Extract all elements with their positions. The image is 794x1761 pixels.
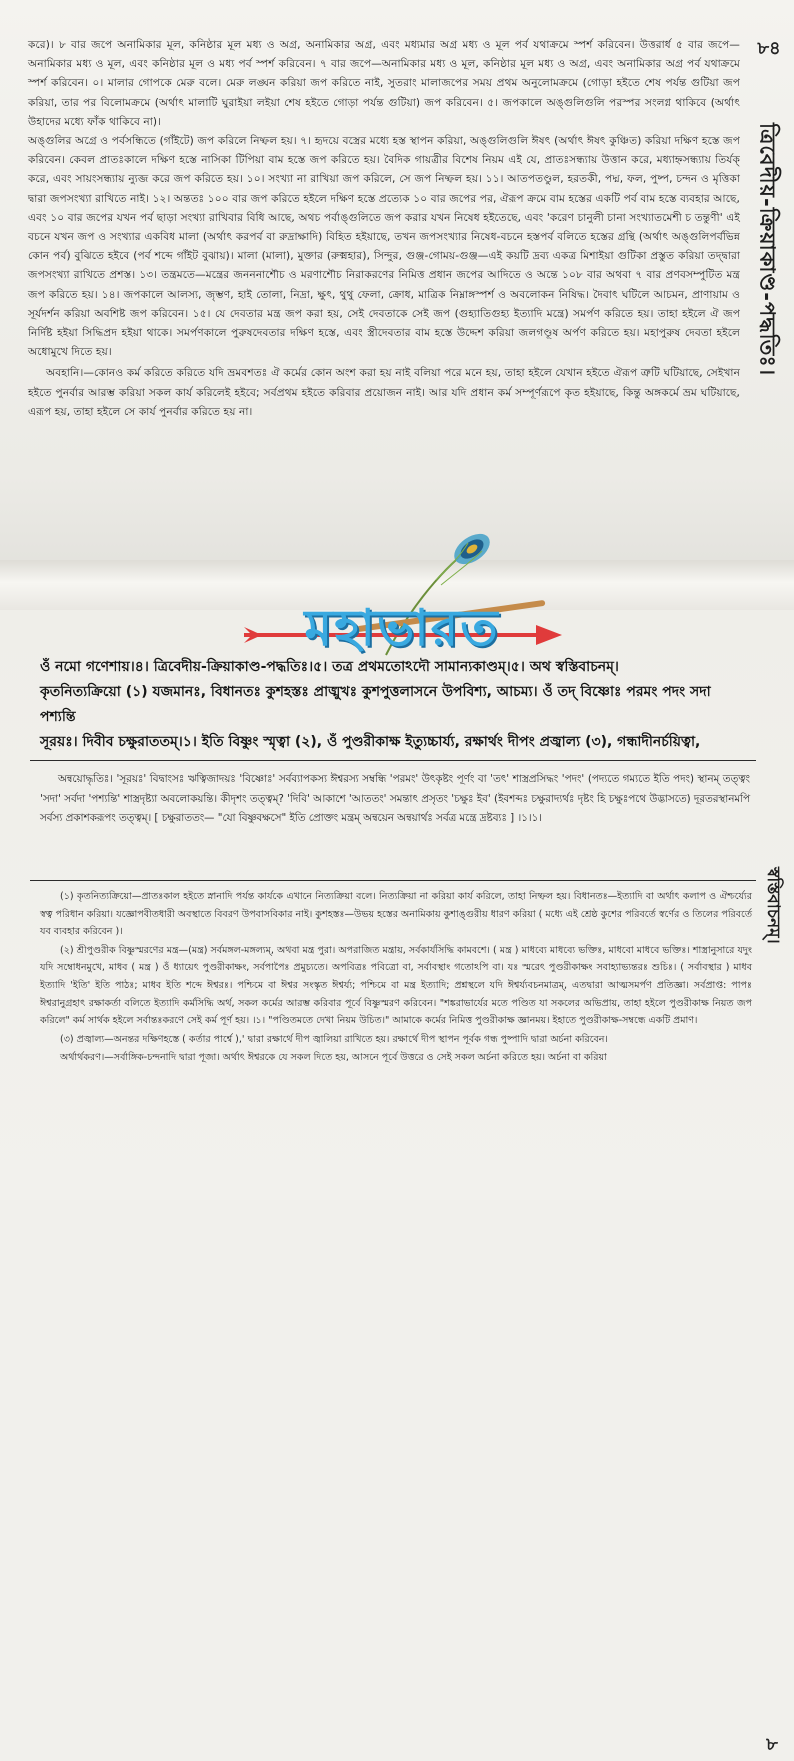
upper-page-body xyxy=(28,36,740,422)
commentary-text: অন্বয়োদ্ধৃতিঃ। 'সূরয়ঃ' বিদ্বাংসঃ ঋত্বিজাদয়ঃ 'বিষ্ণোঃ' সর্বব্যাপকস্য ঈশ্বরস্য সম্বন্ধি 'পরমং' উৎকৃষ্টং পূর্ণং বা 'তৎ' শাস্ত্রপ্রসিদ্ধং 'পদং' (পদ্যতে গম্যতে ইতি পদং) স্থানম্ তত্ত্বং 'সদা' সর্বদা 'পশ্যন্তি' শাস্ত্রদৃষ্ট্যা অবলোকয়ন্তি। কীদৃশং তত্ত্বম্? 'দিবি' আকাশে 'আততং' সমন্তাৎ প্রসৃতং 'চক্ষুঃ ইব' (ইবশব্দঃ চক্ষুরাদ্যর্থঃ দৃষ্টং হি চক্ষুঃপথে উদ্ভাসতে) দূরতরস্থানমপি সর্বস্য প্রকাশকরূপং তত্ত্বম্। [ চক্ষুরাততং— "যো বিষ্ণুবক্ষসে" ইতি প্রোক্তং মন্ত্রম্ অন্বয়েন অন্বয়ার্থঃ সর্বত্র মন্ত্রে দ্রষ্টব্যঃ ] ।১।১। xyxy=(40,773,750,824)
lower-main-line-3: সূরয়ঃ। দিবীব চক্ষুরাততম্।১। ইতি বিষ্ণুং স্মৃত্বা (২), ওঁ পুণ্ডরীকাক্ষ ইত্যুচ্চার্য্য, রক্ষার্থং দীপং প্রজ্বাল্য (৩), গন্ধাদীনর্চয়িত্বা, xyxy=(40,734,701,750)
section-divider xyxy=(30,760,756,761)
lower-running-head: স্বস্তিবাচনম্। xyxy=(763,866,783,944)
footnote-divider xyxy=(30,880,756,881)
upper-final-paragraph: অবহানি।—কোনও কর্ম করিতে করিতে যদি ভ্রমবশতঃ ঐ কর্মের কোন অংশ করা হয় নাই বলিয়া পরে মনে হয়, তাহা হইলে যেখান হইতে ঐরূপ ত্রুটি ঘটিয়াছে, সেইখান হইতে পুনর্বার আরম্ভ করিয়া সকল কার্য করিলেই হইবে; সর্বপ্রথম হইতে করিবার প্রয়োজন নাই। আর যদি প্রধান কর্ম সম্পূর্ণরূপে কৃত হইয়াছে, কিন্তু অঙ্গকর্মে ভ্রম ঘটিয়াছে, এরূপ হয়, তাহা হইলে সে কার্য পুনর্বার করিতে হয় না। xyxy=(28,367,740,418)
footnote-2: (২) শ্রীপুণ্ডরীক বিষ্ণুস্মরণের মন্ত্র—(মন্ত্র) সর্বমঙ্গল-মঙ্গল্যম্, অথবা মন্ত্র পুরা। অপরাজিত মন্ত্রায়, সর্বকার্যসিদ্ধি কামবশে। ( মন্ত্র ) মাধব্যে মাধব্যে ভক্তিঃ, মাধবো মাধবে ভক্তিঃ। শাস্ত্রানুসারে যদুং যদি সম্বোধনমুখে, মাধব ( মন্ত্র ) ওঁ ধ্যায়েৎ পুণ্ডরীকাক্ষং, সর্বপাপৈঃ প্রমুচ্যতে। অপবিত্রঃ পবিত্রো বা, সর্বাবস্থাং গতোঽপি বা। যঃ স্মরেৎ পুণ্ডরীকাক্ষং সবাহ্যাভ্যন্তরঃ শুচিঃ। ( সর্বাবস্থার ) মাধব ইত্যাদি 'ইতি' ইতি পাঠঃ; মাধব ইতি শব্দে ঈশ্বরঃ। পশ্চিমে বা ঈশ্বর সংস্কৃত ঈশ্বর্য্য; পশ্চিমে বা মন্ত্র ইত্যাদি; প্রশ্নস্থলে যদি ঈশ্বর্য্যবচনমাত্রম্, এতদ্বারা আত্মসমর্পণ প্রতিজ্ঞা। সর্বপ্রাপ্ত: পাপঃ ঈশ্বরানুগ্রহাৎ রক্ষাকর্তা বলিতে ইত্যাদি কর্মসিদ্ধি অর্থ, সকল কর্মের আরম্ভ করিবার পূর্বে বিষ্ণুস্মরণ করিবেন। "শঙ্করাভার্যের মতে পণ্ডিত যা সকলের অভিপ্রায়, তাহা হইলে পুণ্ডরীকাক্ষ নিয়ত জপ করিলে" কর্ম সার্থক হইলে সর্বান্তঃকরণে সেই কর্ম পূর্ণ হয়। ।১। "পণ্ডিতমতে দেখা নিয়ম উচিত।" আমাকে কর্মের নিমিত্ত পুণ্ডরীকাক্ষ জ্ঞানময়। ইহাতে পুণ্ডরীকাক্ষ-সম্বন্ধে একটি প্রমাণ। xyxy=(40,944,752,1027)
lower-page-number: ৮ xyxy=(766,1734,778,1755)
upper-running-head: ত্রিবেদীয়-ক্রিয়াকাণ্ড-পদ্ধতিঃ। xyxy=(755,123,780,377)
upper-page-number: ৮৪ xyxy=(757,38,781,59)
footnote-4: অর্থার্থকরণ।—সর্বাঙ্গিক-চন্দনাদি দ্বারা পূজা। অর্থাৎ ঈশ্বরকে যে সকল দিতে হয়, আসনে পূর্বে উত্তরে ও সেই সকল অর্চনা করিতে হয়। অর্চনা বা করিয়া xyxy=(60,1052,607,1064)
upper-page xyxy=(0,0,794,560)
watermark-text: মহাভারত xyxy=(304,598,500,657)
footnotes-block xyxy=(40,888,752,1068)
footnote-1: (১) কৃতনিত্যক্রিয়ো—প্রাতঃকাল হইতে স্নানাদি পর্যন্ত কার্যকে এখানে নিত্যক্রিয়া বলে। নিত্যক্রিয়া না করিয়া কার্য করিলে, তাহা নিষ্ফল হয়। বিধানতঃ—ইত্যাদি বা অর্থাৎ কলাপ ও ঐশ্চর্য্যের স্বত্ব পরিধান করিয়া। যজ্ঞোপবীতধারী অবস্থাতে বিবরণ উপবাসবিকার নাই। কুশহস্তঃ—উভয় হস্তের অনামিকায় কুশাঙ্গুরীয় ধারণ করিয়া ( মধ্যে এই শ্রেষ্ঠ কুশের পরিবর্তে স্বর্ণের ও তিলের পরিবর্তে যব ব্যবহার করিবেন )। xyxy=(40,891,752,938)
commentary-block xyxy=(40,770,750,829)
watermark-logo xyxy=(236,535,566,670)
upper-paragraph-1: করে)। ৮ বার জপে অনামিকার মূল, কনিষ্ঠার মূল মধ্য ও অগ্র, অনামিকার অগ্র, এবং মধ্যমার অগ্র মধ্য ও মূল পর্ব যথাক্রমে স্পর্শ করিবেন। উত্তরার্ধ ৫ বার জপে—অনামিকার মধ্য ও মূল, এবং কনিষ্ঠার মূল ও মধ্য পর্ব স্পর্শ করিবেন। ৭ বার জপে—অনামিকার মধ্য ও মূল, কনিষ্ঠার মূল মধ্য ও অগ্র, এবং অনামিকার অগ্র পর্ব যথাক্রমে স্পর্শ করিবেন। ০। মালার গোপকে মেরু বলে। মেরু লঙ্ঘন করিয়া জপ করিতে নাই, সুতরাং মালাজপের সময় প্রথম অনুলোমক্রমে (গোড়া হইতে শেষ পর্যন্ত গুটিয়া জপ করিয়া, তার পর বিলোমক্রমে (অর্থাৎ মালাটি ঘুরাইয়া লইয়া শেষ হইতে গোড়া পর্যন্ত গুটিয়া) জপ করিবেন। ৫। জপকালে অঙ্গুলিগুলি পরস্পর সংলগ্ন থাকিবে (অর্থাৎ উহাদের মধ্যে ফাঁক থাকিবে না)। xyxy=(28,39,740,128)
lower-main-line-2: কৃতনিত্যক্রিয়ো (১) যজমানঃ, বিধানতঃ কুশহস্তঃ প্রাঙ্মুখঃ কুশপুত্তলাসনে উপবিশ্য, আচম্য। ওঁ তদ্ বিষ্ণোঃ পরমং পদং সদা পশ্যন্তি xyxy=(40,684,711,725)
lower-page xyxy=(0,610,794,1755)
upper-paragraph-2: অঙ্গুলির অগ্রে ও পর্বসন্ধিতে (গাঁইটে) জপ করিলে নিষ্ফল হয়। ৭। হৃদয়ে বস্ত্রের মধ্যে হস্ত স্থাপন করিয়া, অঙ্গুলিগুলি ঈষৎ (অর্থাৎ ঈষৎ কুঞ্চিত) করিয়া দক্ষিণ হস্তে জপ করিবেন। কেবল প্রাতঃকালে দক্ষিণ হস্তে নাসিকা টিপিয়া বাম হস্তে জপ করিতে হয়। বৈদিক গায়ত্রীর বিশেষ নিয়ম এই যে, প্রাতঃসন্ধ্যায় উত্তান করে, মধ্যাহ্নসন্ধ্যায় তির্যক্ করে, এবং সায়ংসন্ধ্যায় ন্যুব্জ করে জপ করিতে হয়। ১০। সংখ্যা না রাখিয়া জপ করিলে, সে জপ নিষ্ফল হয়। ১১। আতপতণ্ডুল, হরতকী, পদ্ম, ফল, পুষ্প, চন্দন ও মৃত্তিকা দ্বারা জপসংখ্যা রাখিতে নাই। ১২। অন্ততঃ ১০০ বার জপ করিতে হইলে দক্ষিণ হস্তে প্রত্যেক ১০ বার জপের পর, ঐরূপ ক্রমে বাম হস্তের একটি পর্ব বাম হস্তে ব্যবহার আছে, এবং ১০ বার জপের যখন পর্ব ছাড়া সংখ্যা রাখিবার বিধি আছে, অথচ পর্বাঙ্গুলিতে জপ করার যখন নিষেধ হইতেছে, এবং 'করেণ চানুলী চানা সংখ্যাতমেশী চ তন্তুণী' এই বচনে যখন জপ ও সংখ্যার একবিধ মালা (অর্থাৎ করপর্ব বা রুদ্রাক্ষাদি) বিহিত হইয়াছে, তখন জপসংখ্যার নিষেধ-বচনে হস্তপর্ব বলিতে হস্তের গ্রন্থি (অর্থাৎ অঙ্গুলিপর্বভিন্ন কোন পর্ব) বুঝিতে হইবে (পর্ব শব্দে গাঁইট বুঝায়)। মালা (মালা), মুক্তার (রুক্মহার), সিন্দুর, গুঞ্জ-গোময়-গুঞ্জ—এই কয়টি দ্রব্য একত্র মিশাইয়া গুটিকা প্রস্তুত করিয়া তদ্দ্বারা জপসংখ্যা রাখিতে প্রশস্ত। ১৩। তন্ত্রমতে—মন্ত্রের জনননাশৌচ ও মরণাশৌচ নিরাকরণের নিমিত্ত প্রধান জপের আদিতে ও অন্তে ১০৮ বার অথবা ৭ বার প্রণবসম্পুটিত মন্ত্র জপ করিতে হয়। ১৪। জপকালে আলস্য, জৃম্ভণ, হাই তোলা, নিদ্রা, ক্ষুৎ, থুথু ফেলা, ক্রোধ, মাত্রিক নিম্নাঙ্গস্পর্শ ও অবলোকন নিষিদ্ধ। দৈবাৎ ঘটিলে আচমন, প্রাণায়াম ও সূর্যদর্শন করিয়া অবশিষ্ট জপ করিবেন। ১৫। যে দেবতার মন্ত্র জপ করা হয়, সেই দেবতাকে সেই জপ (গুহ্যাতিগুহ্য ইত্যাদি মন্ত্রে) সমর্পণ করিতে হয়। তাহা হইলে ঐ জপ নির্দিষ্ট হইয়া সিদ্ধিপ্রদ হইয়া থাকে। সমর্পণকালে পুরুষদেবতার দক্ষিণ হস্তে, এবং স্ত্রীদেবতার বাম হস্তে উদ্দেশ করিয়া জলগণ্ডূষ অর্পণ করিতে হয়। মহাপুরুষ দেবতা হইলে অধোমুখে দিতে হয়। xyxy=(28,135,740,359)
footnote-3: (৩) প্রজ্বাল্য—অনন্তর দক্ষিণহস্তে ( কর্তার পার্শ্বে ),' দ্বারা রক্ষার্থে দীপ জ্বালিয়া রাখিতে হয়। রক্ষার্থে দীপ স্থাপন পূর্বক গন্ধ পুষ্পাদি দ্বারা অর্চনা করিবেন। xyxy=(60,1033,608,1045)
lower-main-line-1: ওঁ নমো গণেশায়।৪। ত্রিবেদীয়-ক্রিয়াকাণ্ড-পদ্ধতিঃ।৫। তত্র প্রথমতোঽদৌ সামান্যকাণ্ডম্।৫। অথ স্বস্তিবাচনম্। xyxy=(40,659,619,675)
